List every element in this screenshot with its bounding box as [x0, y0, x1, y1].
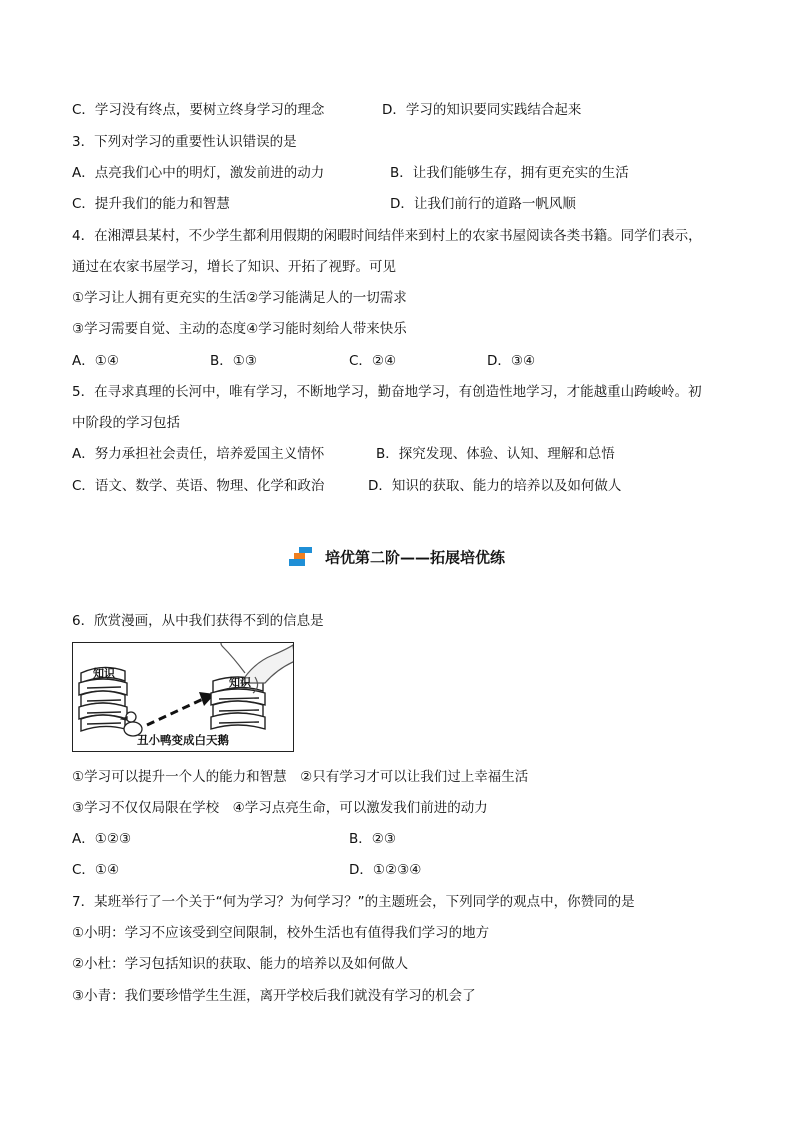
text-line-28: D．①②③④ — [349, 862, 422, 878]
text-line-30: ①小明：学习不应该受到空间限制，校外生活也有值得我们学习的地方 — [72, 925, 490, 941]
text-line-3: 3．下列对学习的重要性认识错误的是 — [72, 134, 297, 150]
text-line-1: C．学习没有终点，要树立终身学习的理念 — [72, 102, 325, 118]
text-line-12: A．①④ — [72, 353, 119, 369]
right-book-label: 知识 — [229, 676, 251, 689]
text-line-29: 7．某班举行了一个关于“何为学习？为何学习？”的主题班会，下列同学的观点中，你赞同的是 — [72, 894, 635, 910]
text-line-7: D．让我们前行的道路一帆风顺 — [390, 196, 576, 212]
text-line-8: 4．在湘潭县某村，不少学生都利用假期的闲暇时间结伴来到村上的农家书屋阅读各类书籍。同学们表示， — [72, 228, 702, 244]
text-line-19: B．探究发现、体验、认知、理解和总悟 — [376, 446, 615, 462]
text-line-22: 6．欣赏漫画，从中我们获得不到的信息是 — [72, 613, 324, 629]
text-line-20: C．语文、数学、英语、物理、化学和政治 — [72, 478, 325, 494]
text-line-23: ①学习可以提升一个人的能力和智慧 ②只有学习才可以让我们过上幸福生活 — [72, 769, 529, 785]
text-line-17: 中阶段的学习包括 — [72, 415, 180, 431]
text-line-27: C．①④ — [72, 862, 120, 878]
section-title-text: 培优第二阶——拓展培优练 — [324, 548, 505, 567]
text-line-5: B．让我们能够生存，拥有更充实的生活 — [390, 165, 629, 181]
text-line-18: A．努力承担社会责任，培养爱国主义情怀 — [72, 446, 325, 462]
text-line-6: C．提升我们的能力和智慧 — [72, 196, 230, 212]
cartoon-image — [72, 642, 294, 752]
section-badge-icon — [289, 547, 323, 569]
text-line-11: ③学习需要自觉、主动的态度④学习能时刻给人带来快乐 — [72, 321, 407, 337]
text-line-16: 5．在寻求真理的长河中，唯有学习，不断地学习，勤奋地学习，有创造性地学习，才能越重山跨峻岭。初 — [72, 384, 702, 400]
text-line-10: ①学习让人拥有更充实的生活②学习能满足人的一切需求 — [72, 290, 407, 306]
text-line-31: ②小杜：学习包括知识的获取、能力的培养以及如何做人 — [72, 956, 409, 972]
text-line-24: ③学习不仅仅局限在学校 ④学习点亮生命，可以激发我们前进的动力 — [72, 800, 488, 816]
text-line-14: C．②④ — [349, 353, 397, 369]
text-line-4: A．点亮我们心中的明灯，激发前进的动力 — [72, 165, 325, 181]
text-line-9: 通过在农家书屋学习，增长了知识、开拓了视野。可见 — [72, 259, 396, 275]
text-line-21: D．知识的获取、能力的培养以及如何做人 — [368, 478, 622, 494]
text-line-25: A．①②③ — [72, 831, 132, 847]
text-line-15: D．③④ — [487, 353, 536, 369]
dashed-arrow-icon — [147, 692, 215, 725]
left-book-label: 知识 — [93, 667, 115, 680]
text-line-32: ③小青：我们要珍惜学生生涯，离开学校后我们就没有学习的机会了 — [72, 988, 476, 1004]
text-line-26: B．②③ — [349, 831, 396, 847]
section-title — [0, 546, 794, 569]
text-line-2: D．学习的知识要同实践结合起来 — [382, 102, 582, 118]
cartoon-caption: 丑小鸭变成白天鹅 — [137, 733, 229, 747]
text-line-13: B．①③ — [210, 353, 257, 369]
